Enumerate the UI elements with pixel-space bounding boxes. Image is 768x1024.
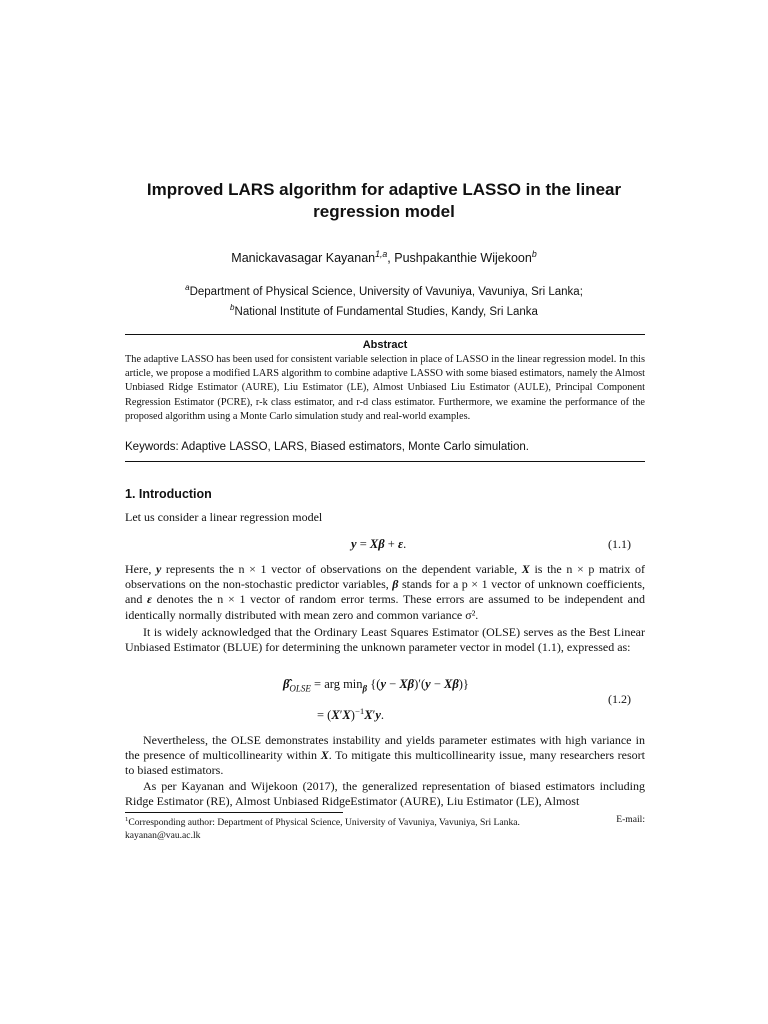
title-line-1: Improved LARS algorithm for adaptive LASSO in the linear [146,180,622,199]
keywords: Keywords: Adaptive LASSO, LARS, Biased estimators, Monte Carlo simulation. [125,441,529,453]
footnote-email: kayanan@vau.ac.lk [125,829,201,841]
abstract-text: The adaptive LASSO has been used for consistent variable selection in place of LASSO in the linear regression model. In this article, we propose a modified LARS algorithm to combine adaptive LASSO with some biased estimators, namely the Almost Unbiased Ridge Estimator (AURE), Liu Estimator (LE), Almost Unbiased Liu Estimator (AULE), Principal Component Regression Estimator (PCRE), r-k class estimator, and r-d class estimator. Furthermore, we examine the performance of the proposed algorithm using a Monte Carlo simulation study and real-world examples. [125,354,645,422]
footnote [125,814,645,842]
section-heading-introduction: 1. Introduction [125,487,212,501]
affiliation-b: $^b$National Institute of Fundamental Studies, Kandy, Sri Lanka [230,302,538,318]
affiliation-a: $^a$Department of Physical Science, University of Vavuniya, Vavuniya, Sri Lanka; [185,283,583,298]
abstract-top-rule [125,334,645,335]
footnote-mark: 1 [125,816,129,823]
intro-paragraph-5: As per Kayanan and Wijekoon (2017), the generalized representation of biased estimators including Ridge Estimator (RE), Almost Unbiased RidgeEstimator (AURE), Liu Estimator (LE), Almost [125,779,645,809]
equation-1-1: y = Xβ + ε. [351,537,407,551]
author-2-affil-mark: b [531,249,537,259]
intro-paragraph-3: It is widely acknowledged that the Ordinary Least Squares Estimator (OLSE) serves as the Best Linear Unbiased Estimator (BLUE) for determining the unknown parameter vector in model (1.1), expressed as: [125,625,645,655]
author-1: Manickavasagar Kayanan [231,251,376,266]
equation-1-1-number: (1.1) [608,537,631,551]
equation-1-2-number: (1.2) [608,692,631,706]
abstract-bottom-rule [125,461,645,462]
author-2: Pushpakanthie Wijekoon [394,251,532,266]
intro-paragraph-4: Nevertheless, the OLSE demonstrates instability and yields parameter estimates with high variance in the presence of multicollinearity within X. To mitigate this multicollinearity issue, many researchers resort to biased estimators. [125,733,646,778]
author-separator: , [387,251,395,266]
abstract-heading: Abstract [362,339,408,351]
intro-paragraph-1: Let us consider a linear regression model [125,510,323,524]
footnote-author: Corresponding author: Department of Physical Science, University of Vavuniya, Vavuniya, Sri Lanka. [128,817,520,829]
affiliations [100,280,668,320]
intro-paragraph-2: Here, y represents the n × 1 vector of observations on the dependent variable, X is the n × p matrix of observations on the non-stochastic predictor variables, β stands for a p × 1 vector of unknown coefficients, and ε denotes the n × 1 vector of random error terms. These errors are assumed to be independent and identically normally distributed with mean zero and common variance σ². [125,562,645,622]
paper-title [100,179,668,223]
footnote-email-label: E-mail: [616,814,645,825]
equation-1-2-line-1: $\betâ_{OLSE}$ = arg $\min_\beta \{(y - X\beta)'(y - X\beta)\}$ [283,677,469,694]
footnote-rule [125,812,343,813]
title-line-2: regression model [313,202,455,221]
author-list [100,249,668,265]
author-1-affil-mark: 1,a [375,249,388,259]
equation-1-2-line-2: = $(X'X)^{-1}X'y$. [317,706,385,723]
